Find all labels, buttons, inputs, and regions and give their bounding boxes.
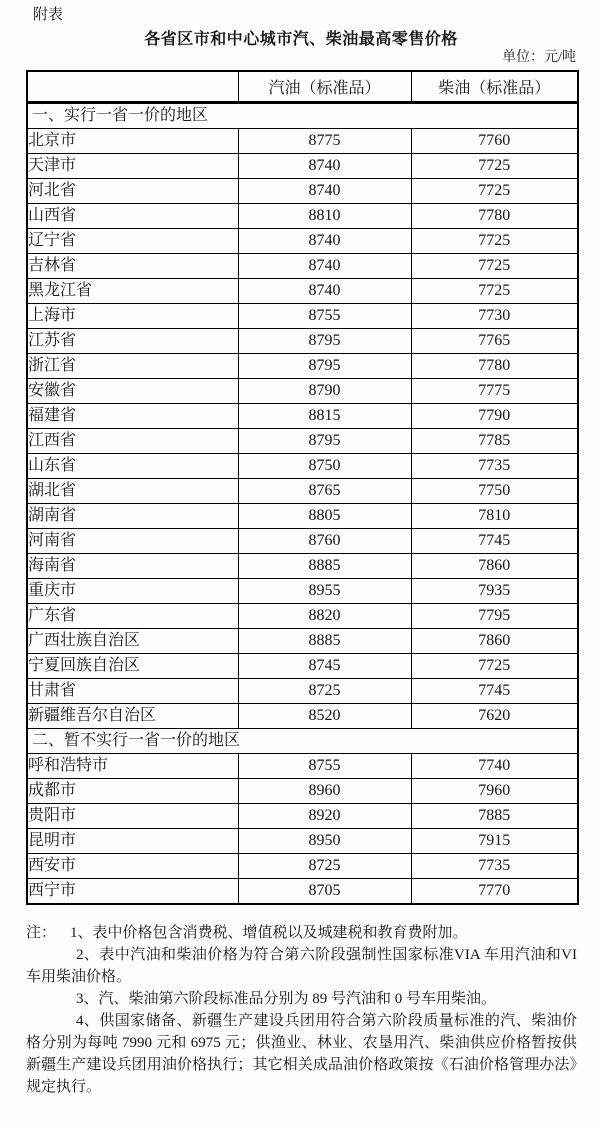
section-header-cell: 一、实行一省一价的地区 bbox=[27, 103, 578, 129]
table-row bbox=[27, 554, 578, 579]
diesel-price-cell: 7935 bbox=[411, 579, 578, 604]
region-cell: 上海市 bbox=[27, 304, 238, 329]
gasoline-price-cell: 8740 bbox=[238, 229, 411, 254]
table-row bbox=[27, 679, 578, 704]
diesel-price-cell: 7745 bbox=[411, 679, 578, 704]
gasoline-price-cell: 8760 bbox=[238, 529, 411, 554]
table-row bbox=[27, 154, 578, 179]
header-diesel-cell: 柴油（标准品） bbox=[411, 71, 578, 103]
gasoline-price-cell: 8750 bbox=[238, 454, 411, 479]
gasoline-price-cell: 8805 bbox=[238, 504, 411, 529]
table-row bbox=[27, 329, 578, 354]
section-header-row bbox=[27, 729, 578, 754]
table-row bbox=[27, 279, 578, 304]
notes bbox=[26, 922, 577, 1098]
diesel-price-cell: 7790 bbox=[411, 404, 578, 429]
diesel-price-cell: 7775 bbox=[411, 379, 578, 404]
diesel-price-cell: 7725 bbox=[411, 154, 578, 179]
table-row bbox=[27, 754, 578, 779]
table-row bbox=[27, 354, 578, 379]
diesel-price-cell: 7745 bbox=[411, 529, 578, 554]
gasoline-price-cell: 8740 bbox=[238, 154, 411, 179]
gasoline-price-cell: 8955 bbox=[238, 579, 411, 604]
diesel-price-cell: 7725 bbox=[411, 179, 578, 204]
region-cell: 贵阳市 bbox=[27, 804, 238, 829]
gasoline-price-cell: 8745 bbox=[238, 654, 411, 679]
gasoline-price-cell: 8705 bbox=[238, 879, 411, 905]
diesel-price-cell: 7795 bbox=[411, 604, 578, 629]
gasoline-price-cell: 8815 bbox=[238, 404, 411, 429]
diesel-price-cell: 7735 bbox=[411, 454, 578, 479]
section-header-cell: 二、暂不实行一省一价的地区 bbox=[27, 729, 578, 754]
table-row bbox=[27, 254, 578, 279]
table-row bbox=[27, 779, 578, 804]
table-row bbox=[27, 379, 578, 404]
table-row bbox=[27, 604, 578, 629]
note-item: 3、汽、柴油第六阶段标准品分别为 89 号汽油和 0 号车用柴油。 bbox=[76, 991, 497, 1007]
region-cell: 安徽省 bbox=[27, 379, 238, 404]
table-row bbox=[27, 229, 578, 254]
table-row bbox=[27, 579, 578, 604]
diesel-price-cell: 7915 bbox=[411, 829, 578, 854]
gasoline-price-cell: 8755 bbox=[238, 754, 411, 779]
region-cell: 福建省 bbox=[27, 404, 238, 429]
table-row bbox=[27, 454, 578, 479]
diesel-price-cell: 7760 bbox=[411, 129, 578, 154]
gasoline-price-cell: 8795 bbox=[238, 429, 411, 454]
diesel-price-cell: 7960 bbox=[411, 779, 578, 804]
diesel-price-cell: 7810 bbox=[411, 504, 578, 529]
region-cell: 湖南省 bbox=[27, 504, 238, 529]
region-cell: 呼和浩特市 bbox=[27, 754, 238, 779]
region-cell: 浙江省 bbox=[27, 354, 238, 379]
table-row bbox=[27, 529, 578, 554]
region-cell: 成都市 bbox=[27, 779, 238, 804]
table-row bbox=[27, 479, 578, 504]
header-region-cell bbox=[27, 71, 238, 103]
diesel-price-cell: 7885 bbox=[411, 804, 578, 829]
region-cell: 河南省 bbox=[27, 529, 238, 554]
gasoline-price-cell: 8790 bbox=[238, 379, 411, 404]
table-row bbox=[27, 854, 578, 879]
gasoline-price-cell: 8885 bbox=[238, 554, 411, 579]
gasoline-price-cell: 8885 bbox=[238, 629, 411, 654]
gasoline-price-cell: 8775 bbox=[238, 129, 411, 154]
gasoline-price-cell: 8960 bbox=[238, 779, 411, 804]
region-cell: 海南省 bbox=[27, 554, 238, 579]
note-text: 1、表中价格包含消费税、增值税以及城建税和教育费附加。 bbox=[70, 925, 468, 941]
table-row bbox=[27, 654, 578, 679]
price-table bbox=[26, 70, 579, 905]
region-cell: 广东省 bbox=[27, 604, 238, 629]
table-row bbox=[27, 804, 578, 829]
gasoline-price-cell: 8725 bbox=[238, 854, 411, 879]
region-cell: 广西壮族自治区 bbox=[27, 629, 238, 654]
document-title: 各省区市和中心城市汽、柴油最高零售价格 bbox=[144, 31, 458, 48]
diesel-price-cell: 7735 bbox=[411, 854, 578, 879]
region-cell: 山东省 bbox=[27, 454, 238, 479]
gasoline-price-cell: 8950 bbox=[238, 829, 411, 854]
region-cell: 新疆维吾尔自治区 bbox=[27, 704, 238, 729]
gasoline-price-cell: 8765 bbox=[238, 479, 411, 504]
region-cell: 山西省 bbox=[27, 204, 238, 229]
diesel-price-cell: 7780 bbox=[411, 204, 578, 229]
gasoline-price-cell: 8725 bbox=[238, 679, 411, 704]
table-row bbox=[27, 829, 578, 854]
header-gasoline-cell: 汽油（标准品） bbox=[238, 71, 411, 103]
gasoline-price-cell: 8520 bbox=[238, 704, 411, 729]
gasoline-price-cell: 8795 bbox=[238, 354, 411, 379]
table-row bbox=[27, 404, 578, 429]
region-cell: 吉林省 bbox=[27, 254, 238, 279]
diesel-price-cell: 7750 bbox=[411, 479, 578, 504]
region-cell: 黑龙江省 bbox=[27, 279, 238, 304]
diesel-price-cell: 7725 bbox=[411, 654, 578, 679]
region-cell: 河北省 bbox=[27, 179, 238, 204]
region-cell: 重庆市 bbox=[27, 579, 238, 604]
diesel-price-cell: 7780 bbox=[411, 354, 578, 379]
region-cell: 江苏省 bbox=[27, 329, 238, 354]
diesel-price-cell: 7860 bbox=[411, 629, 578, 654]
note-item bbox=[26, 922, 577, 944]
region-cell: 江西省 bbox=[27, 429, 238, 454]
price-table-header bbox=[27, 71, 578, 103]
diesel-price-cell: 7730 bbox=[411, 304, 578, 329]
table-row bbox=[27, 429, 578, 454]
diesel-price-cell: 7740 bbox=[411, 754, 578, 779]
gasoline-price-cell: 8740 bbox=[238, 179, 411, 204]
note-item: 2、表中汽油和柴油价格为符合第六阶段强制性国家标准VIA 车用汽油和VI车用柴油价格。 bbox=[26, 947, 577, 985]
diesel-price-cell: 7725 bbox=[411, 229, 578, 254]
document-content bbox=[26, 50, 577, 1098]
table-row bbox=[27, 704, 578, 729]
price-table-body bbox=[27, 103, 578, 905]
gasoline-price-cell: 8810 bbox=[238, 204, 411, 229]
note-item: 4、供国家储备、新疆生产建设兵团用符合第六阶段质量标准的汽、柴油价格分别为每吨 7990 元和 6975 元；供渔业、林业、农垦用汽、柴油供应价格暂按供新疆生产建设兵团用油价格执行；其它相关成品油价格政策按《石油价格管理办法》规定执行。 bbox=[26, 1013, 577, 1095]
diesel-price-cell: 7770 bbox=[411, 879, 578, 905]
gasoline-price-cell: 8740 bbox=[238, 254, 411, 279]
table-row bbox=[27, 879, 578, 905]
diesel-price-cell: 7725 bbox=[411, 254, 578, 279]
diesel-price-cell: 7785 bbox=[411, 429, 578, 454]
region-cell: 北京市 bbox=[27, 129, 238, 154]
gasoline-price-cell: 8795 bbox=[238, 329, 411, 354]
gasoline-price-cell: 8820 bbox=[238, 604, 411, 629]
diesel-price-cell: 7860 bbox=[411, 554, 578, 579]
region-cell: 宁夏回族自治区 bbox=[27, 654, 238, 679]
region-cell: 辽宁省 bbox=[27, 229, 238, 254]
region-cell: 甘肃省 bbox=[27, 679, 238, 704]
diesel-price-cell: 7765 bbox=[411, 329, 578, 354]
appendix-label: 附表 bbox=[33, 7, 64, 23]
table-row bbox=[27, 504, 578, 529]
gasoline-price-cell: 8740 bbox=[238, 279, 411, 304]
table-row bbox=[27, 304, 578, 329]
table-row bbox=[27, 129, 578, 154]
region-cell: 昆明市 bbox=[27, 829, 238, 854]
diesel-price-cell: 7620 bbox=[411, 704, 578, 729]
table-row bbox=[27, 179, 578, 204]
table-row bbox=[27, 204, 578, 229]
region-cell: 天津市 bbox=[27, 154, 238, 179]
diesel-price-cell: 7725 bbox=[411, 279, 578, 304]
note-label: 注： bbox=[26, 925, 57, 941]
region-cell: 湖北省 bbox=[27, 479, 238, 504]
table-row bbox=[27, 629, 578, 654]
region-cell: 西宁市 bbox=[27, 879, 238, 905]
gasoline-price-cell: 8920 bbox=[238, 804, 411, 829]
section-header-row bbox=[27, 103, 578, 129]
unit-label: 单位：元/吨 bbox=[502, 50, 576, 65]
region-cell: 西安市 bbox=[27, 854, 238, 879]
gasoline-price-cell: 8755 bbox=[238, 304, 411, 329]
header-row bbox=[27, 71, 578, 103]
